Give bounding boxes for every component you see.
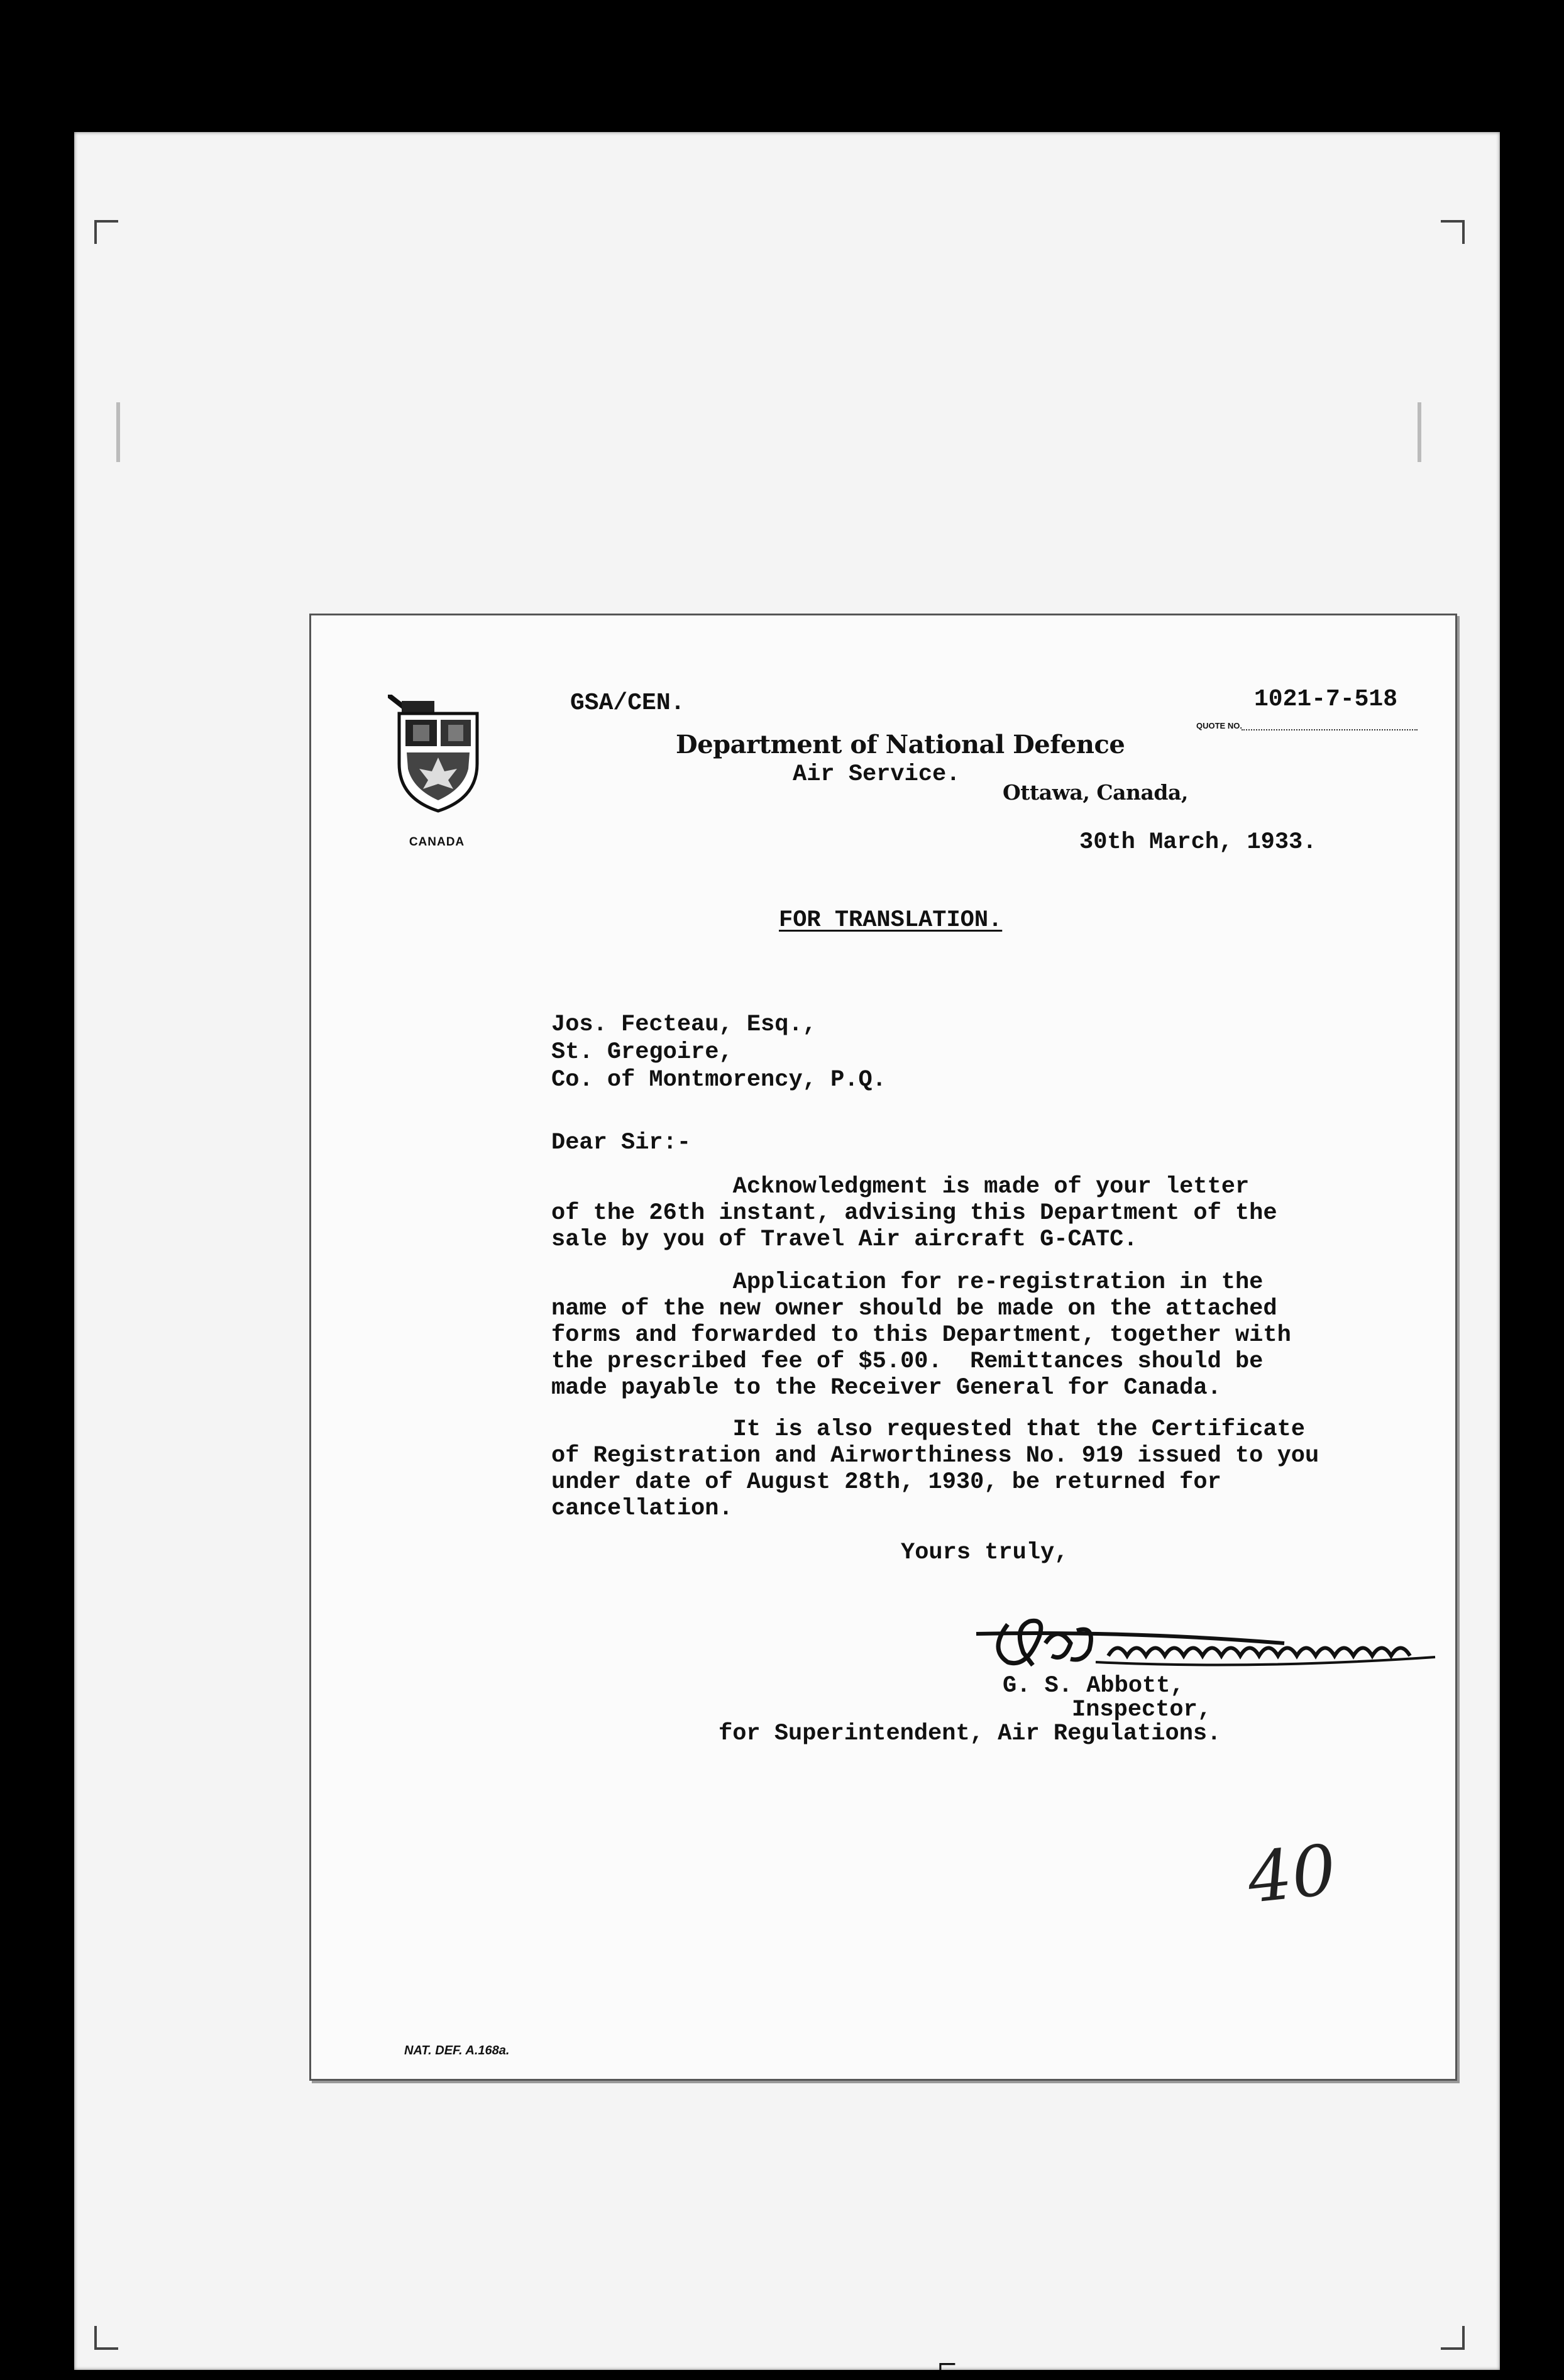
closing: Yours truly,: [901, 1540, 1069, 1566]
paragraph-line: under date of August 28th, 1930, be returned for: [551, 1469, 1221, 1496]
paragraph-line: name of the new owner should be made on the attached: [551, 1296, 1277, 1322]
form-number: NAT. DEF. A.168a.: [404, 2044, 510, 2058]
file-reference: GSA/CEN.: [570, 690, 685, 717]
paragraph-line: Acknowledgment is made of your letter: [551, 1174, 1250, 1200]
recipient-address-line-1: St. Gregoire,: [551, 1039, 733, 1066]
signatory-title: Inspector,: [1072, 1697, 1212, 1723]
crop-mark-top-right: [1441, 220, 1465, 244]
paragraph-line: of the 26th instant, advising this Department of the: [551, 1200, 1277, 1226]
branch-name: Air Service.: [793, 761, 961, 788]
signature-image: [970, 1599, 1454, 1681]
crop-mark-bottom-right: [1441, 2326, 1465, 2350]
bottom-scan-mark: ⌐: [937, 2351, 958, 2380]
crop-mark-bottom-left: [94, 2326, 118, 2350]
paragraph-line: the prescribed fee of $5.00. Remittances should be: [551, 1348, 1264, 1375]
signatory-name: G. S. Abbott,: [1003, 1673, 1184, 1699]
letterhead-location: Ottawa, Canada,: [1003, 780, 1188, 805]
quote-number-label: QUOTE NO.: [1196, 721, 1242, 730]
quote-number-line: [1242, 729, 1418, 730]
crop-mark-top-left: [94, 220, 118, 244]
letter-sheet: [309, 614, 1457, 2081]
paragraph-reregistration: [551, 1269, 1291, 1401]
salutation: Dear Sir:-: [551, 1130, 691, 1156]
recipient-address-line-2: Co. of Montmorency, P.Q.: [551, 1067, 886, 1093]
registration-mark-right: [1418, 402, 1421, 462]
paragraph-certificate: [551, 1416, 1319, 1522]
canada-crest-icon: [388, 695, 488, 814]
paragraph-line: Application for re-registration in the: [551, 1269, 1264, 1296]
paragraph-line: It is also requested that the Certificate: [551, 1416, 1305, 1443]
paragraph-line: sale by you of Travel Air aircraft G-CATC.: [551, 1226, 1138, 1253]
paragraph-line: cancellation.: [551, 1496, 733, 1522]
paragraph-line: forms and forwarded to this Department, together with: [551, 1322, 1291, 1348]
recipient-name: Jos. Fecteau, Esq.,: [551, 1011, 817, 1038]
signatory-for: for Superintendent, Air Regulations.: [719, 1721, 1221, 1747]
crest-label: CANADA: [409, 835, 465, 849]
quote-number: 1021-7-518: [1254, 686, 1398, 713]
registration-mark-left: [116, 402, 120, 462]
letter-heading: FOR TRANSLATION.: [779, 907, 1003, 934]
paragraph-line: of Registration and Airworthiness No. 919 issued to you: [551, 1443, 1319, 1469]
letter-date: 30th March, 1933.: [1079, 829, 1317, 856]
department-letterhead: Department of National Defence: [676, 730, 1125, 759]
paragraph-line: made payable to the Receiver General for Canada.: [551, 1375, 1221, 1401]
paragraph-acknowledgment: [551, 1174, 1277, 1253]
handwritten-page-number: 40: [1243, 1829, 1340, 1919]
